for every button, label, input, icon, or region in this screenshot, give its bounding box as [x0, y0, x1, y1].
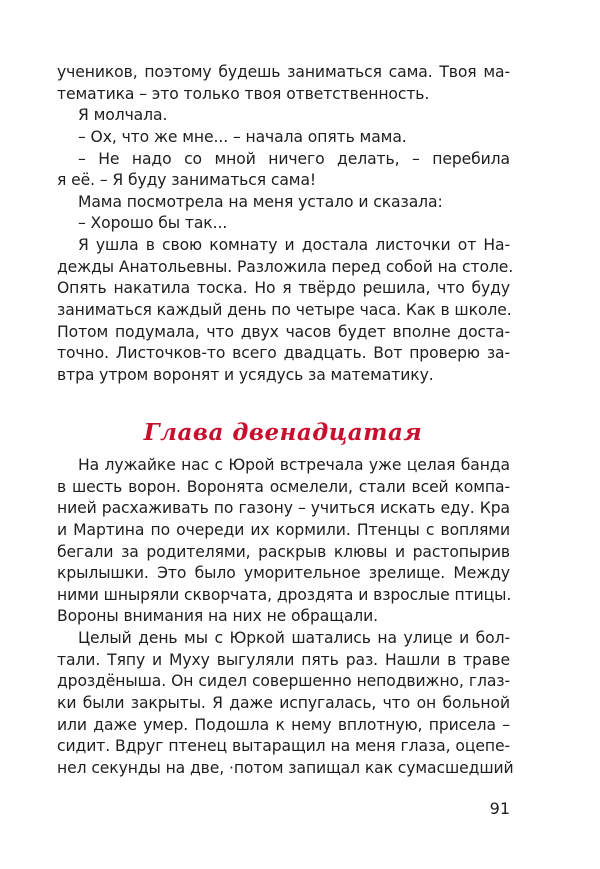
text-line: Опять накатила тоска. Но я твёрдо решила, что буду — [57, 279, 510, 298]
text-line: – Хорошо бы так... — [78, 214, 228, 233]
text-line: бегали за родителями, раскрыв клювы и растопырив — [57, 542, 510, 561]
text-line: дежды Анатольевны. Разложила перед собой на столе. — [57, 257, 514, 276]
text-line: в шесть ворон. Воронята осмелели, стали всей компа- — [57, 477, 510, 496]
text-line: Я молчала. — [78, 106, 168, 125]
text-line: крылышки. Это было уморительное зрелище. Между — [57, 564, 510, 583]
page-number: 91 — [489, 799, 510, 818]
text-line: дроздёныша. Он сидел совершенно неподвижно, глаз- — [57, 672, 510, 691]
text-line: тали. Тяпу и Муху выгуляли пять раз. Нашли в траве — [57, 650, 510, 669]
text-line: На лужайке нас с Юрой встречала уже целая банда — [78, 456, 510, 474]
text-line: и Мартина по очереди их кормили. Птенцы с воплями — [57, 520, 510, 539]
text-line: тематика – это только твоя ответственность. — [57, 84, 430, 103]
text-line: я её. – Я буду заниматься сама! — [57, 171, 317, 190]
text-before-heading — [57, 62, 514, 387]
text-line: точно. Листочков-то всего двадцать. Вот проверю за- — [57, 344, 510, 363]
text-line: Потом подумала, что двух часов будет вполне доста- — [57, 322, 510, 341]
text-line: ки были закрыты. Я даже испугалась, что он больной — [57, 694, 510, 713]
text-line: – Ох, что же мне... – начала опять мама. — [78, 127, 407, 146]
text-line: заниматься каждый день по четыре часа. Как в школе. — [57, 301, 512, 320]
text-line: Вороны внимания на них не обращали. — [57, 607, 379, 626]
text-line: сидит. Вдруг птенец вытаращил на меня глаза, оцепе- — [57, 737, 510, 756]
text-line: втра утром воронят и усядусь за математику. — [57, 365, 434, 384]
text-line: Я ушла в свою комнату и достала листочки от На- — [78, 236, 510, 255]
text-line: нел секунды на две, ·потом запищал как сумасшедший — [57, 758, 514, 777]
text-line: или даже умер. Подошла к нему вплотную, присела – — [57, 715, 510, 734]
chapter-heading: Глава двенадцатая — [143, 419, 423, 446]
text-line: – Не надо со мной ничего делать, – перебила — [78, 149, 510, 168]
text-line: нией расхаживать по газону – учиться искать еду. Кра — [57, 499, 510, 518]
text-line: учеников, поэтому будешь заниматься сама. Твоя ма- — [57, 63, 510, 81]
text-after-heading — [57, 455, 514, 780]
text-line: Целый день мы с Юркой шатались на улице и бол- — [78, 629, 510, 648]
text-line: Мама посмотрела на меня устало и сказала: — [78, 192, 443, 211]
text-line: ними шныряли скворчата, дроздята и взрослые птицы. — [57, 585, 512, 604]
